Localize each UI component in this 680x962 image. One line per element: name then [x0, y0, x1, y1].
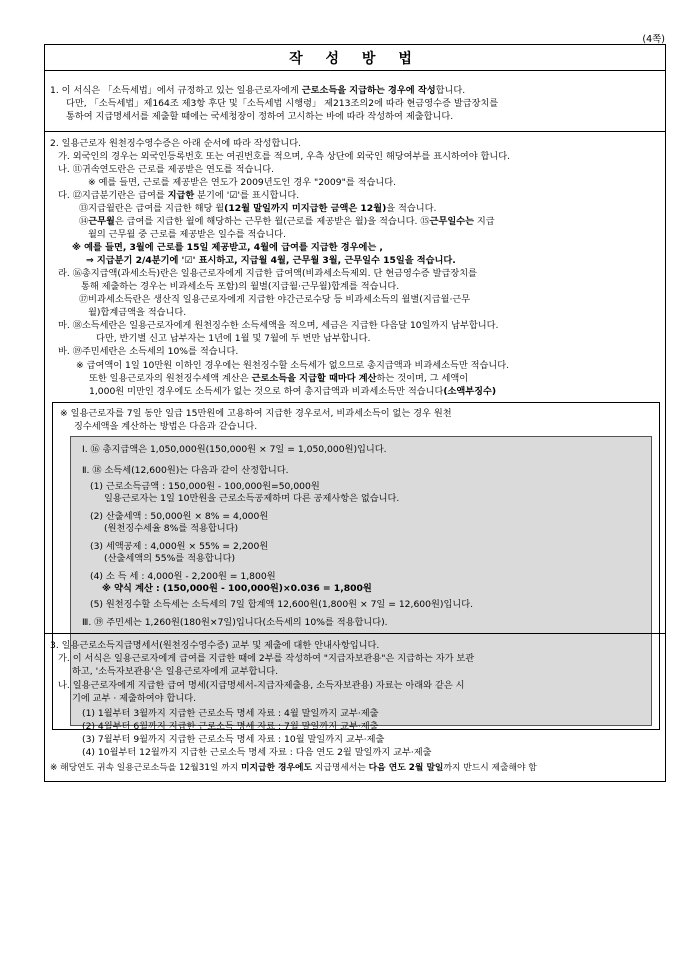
item-da-line-3: ⑭근무월은 급여를 지급한 월에 해당하는 근무한 월(근로를 제공받은 월)을 적습니다. ⑮근무일수는 지급 — [79, 216, 495, 227]
item-ra-line-1: 라. ⑯총지급액(과세소득)란은 일용근로자에게 지급한 급여액(비과세소득제외. 단 현금영수증 발급장치를 — [58, 268, 477, 279]
item-na-example: ※ 예를 들면, 근로를 제공받은 연도가 2009년도인 경우 "2009"를 적습니다. — [88, 177, 397, 188]
example-calc-1: (1) 근로소득금액 : 150,000원 - 100,000원=50,000원 — [90, 481, 320, 492]
example-step-iii: Ⅲ. ⑲ 주민세는 1,260원(180원×7일)입니다(소득세의 10%를 적용합니다). — [82, 617, 388, 628]
example-calc-5: (5) 원천징수할 소득세는 소득세의 7일 합계액 12,600원(1,800원 × 7일 = 12,600원)입니다. — [90, 599, 473, 610]
item-ba-note-1: ※ 급여액이 1일 10만원 이하인 경우에는 원천징수할 소득세가 없으므로 총지급액과 비과세소득만 적습니다. — [76, 360, 510, 371]
item-ba-note-3: 1,000원 미만인 경우에도 소득세가 없는 것으로 하여 총지급액과 비과세소득만 적습니다(소액부징수) — [89, 386, 497, 397]
item-ra-line-2: 통해 제출하는 경우는 비과세소득 포함)의 월별(지급월·근무월)합계를 적습니다. — [81, 281, 400, 292]
section-2-heading: 2. 일용근로자 원천징수영수증은 아래 순서에 따라 작성합니다. — [50, 138, 302, 149]
section-3-na-line-1: 나. 일용근로자에게 지급한 급여 명세(지급명세서-지급자제출용, 소득자보관용) 자료는 아래와 같은 시 — [58, 680, 465, 691]
schedule-item-4: (4) 10월부터 12월까지 지급한 근로소득 명세 자료 : 다음 연도 2월 말일까지 교부·제출 — [82, 747, 432, 758]
example-calc-1-note: 일용근로자는 1일 10만원을 근로소득공제하며 다른 공제사항은 없습니다. — [104, 493, 400, 504]
item-ma-line-1: 마. ⑱소득세란은 일용근로자에게 원천징수한 소득세액을 적으며, 세금은 지급한 다음달 10일까지 납부합니다. — [58, 320, 499, 331]
item-ba-note-2: 또한 일용근로자의 원천징수세액 계산은 근로소득을 지급할 때마다 계산하는 것이며, 그 세액이 — [89, 373, 469, 384]
section-1-line-2: 다만, 「소득세법」제164조 제3항 후단 및「소득세법 시행령」 제213조의2에 따라 현금영수증 발급장치를 — [66, 98, 499, 109]
item-da-line-4: 월의 근무월 중 근로를 제공받은 일수를 적습니다. — [88, 229, 286, 240]
title-divider — [44, 70, 666, 71]
item-na: 나. ⑪귀속연도란은 근로를 제공받은 연도를 적습니다. — [58, 164, 275, 175]
section-3-heading: 3. 일용근로소득지급명세서(원천징수영수증) 교부 및 제출에 대한 안내사항입니다. — [50, 640, 380, 651]
item-da-example: ※ 예를 들면, 3월에 근로를 15일 제공받고, 4월에 급여를 지급한 경우에는 , — [72, 242, 383, 253]
item-da-line-1: 다. ⑫지급분기란은 급여를 지급한 분기에 '☑'를 표시합니다. — [58, 190, 300, 201]
page-number: (4쪽) — [642, 34, 665, 45]
section-divider — [44, 131, 666, 132]
item-ma-line-2: 다만, 반기별 신고 납부자는 1년에 1월 및 7월에 두 번만 납부합니다. — [96, 333, 371, 344]
schedule-item-3: (3) 7월부터 9월까지 지급한 근로소득 명세 자료 : 10월 말일까지 교부·제출 — [82, 734, 385, 745]
schedule-item-2: (2) 4월부터 6월까지 지급한 근로소득 명세 자료 : 7월 말일까지 교부·제출 — [82, 721, 379, 732]
example-intro-line-1: ※ 일용근로자를 7일 동안 일급 15만원에 고용하여 지급한 경우로서, 비과세소득이 없는 경우 원천 — [60, 408, 452, 419]
example-calc-4: (4) 소 득 세 : 4,000원 - 2,200원 = 1,800원 — [90, 571, 276, 582]
section-3-ga-line-2: 하고, '소득자보관용'은 일용근로자에게 교부합니다. — [72, 666, 279, 677]
item-da-line-2: ⑬지급월란은 급여를 지급한 해당 월(12월 말일까지 미지급한 금액은 12월)을 적습니다. — [79, 203, 437, 214]
section-1-line-3: 통하여 지급명세서를 제출할 때에는 국세청장이 정하여 고시하는 바에 따라 작성하여 제출합니다. — [66, 111, 454, 122]
item-ra-line-4: 월)합계금액을 적습니다. — [88, 307, 187, 318]
section-3-ga-line-1: 가. 이 서식은 일용근로자에게 급여를 지급한 때에 2부를 작성하여 "지급자보관용"은 지급하는 자가 보관 — [58, 653, 475, 664]
example-step-i: Ⅰ. ⑯ 총지급액은 1,050,000원(150,000원 × 7일 = 1,050,000원)입니다. — [82, 444, 387, 455]
final-note: ※ 해당연도 귀속 일용근로소득을 12월31일 까지 미지급한 경우에도 지급명세서는 다음 연도 2월 말일까지 반드시 제출해야 함 — [50, 763, 537, 773]
example-calc-3: (3) 세액공제 : 4,000원 × 55% = 2,200원 — [90, 541, 269, 552]
example-calc-4-shortcut: ※ 약식 계산 : (150,000원 - 100,000원)×0.036 = 1,800원 — [102, 583, 372, 594]
item-ga: 가. 외국인의 경우는 외국인등록번호 또는 여권번호를 적으며, 우측 상단에 외국인 해당여부를 표시하여야 합니다. — [58, 151, 511, 162]
example-step-ii: Ⅱ. ⑱ 소득세(12,600원)는 다음과 같이 산정합니다. — [82, 465, 289, 476]
example-calc-2-note: (원천징수세율 8%를 적용합니다) — [104, 523, 239, 534]
item-ra-line-3: ⑰비과세소득란은 생산직 일용근로자에게 지급한 야간근로수당 등 비과세소득의 월별(지급월·근무 — [79, 294, 471, 305]
document-title: 작 성 방 법 — [289, 51, 421, 67]
item-da-example-result: ⇒ 지급분기 2/4분기에 '☑' 표시하고, 지급월 4월, 근무월 3월, 근무일수 15일을 적습니다. — [86, 255, 456, 266]
item-ba: 바. ⑲주민세란은 소득세의 10%를 적습니다. — [58, 346, 239, 357]
example-calc-2: (2) 산출세액 : 50,000원 × 8% = 4,000원 — [90, 511, 269, 522]
section-1-line-1: 1. 이 서식은 「소득세법」에서 규정하고 있는 일용근로자에게 근로소득을 지급하는 경우에 작성합니다. — [50, 85, 466, 96]
schedule-item-1: (1) 1월부터 3월까지 지급한 근로소득 명세 자료 : 4월 말일까지 교부·제출 — [82, 708, 379, 719]
section-divider — [44, 633, 666, 634]
section-3-na-line-2: 기에 교부 · 제출하여야 합니다. — [72, 693, 197, 704]
example-calc-3-note: (산출세액의 55%를 적용합니다) — [104, 553, 236, 564]
example-intro-line-2: 징수세액을 계산하는 방법은 다음과 같습니다. — [74, 421, 258, 432]
